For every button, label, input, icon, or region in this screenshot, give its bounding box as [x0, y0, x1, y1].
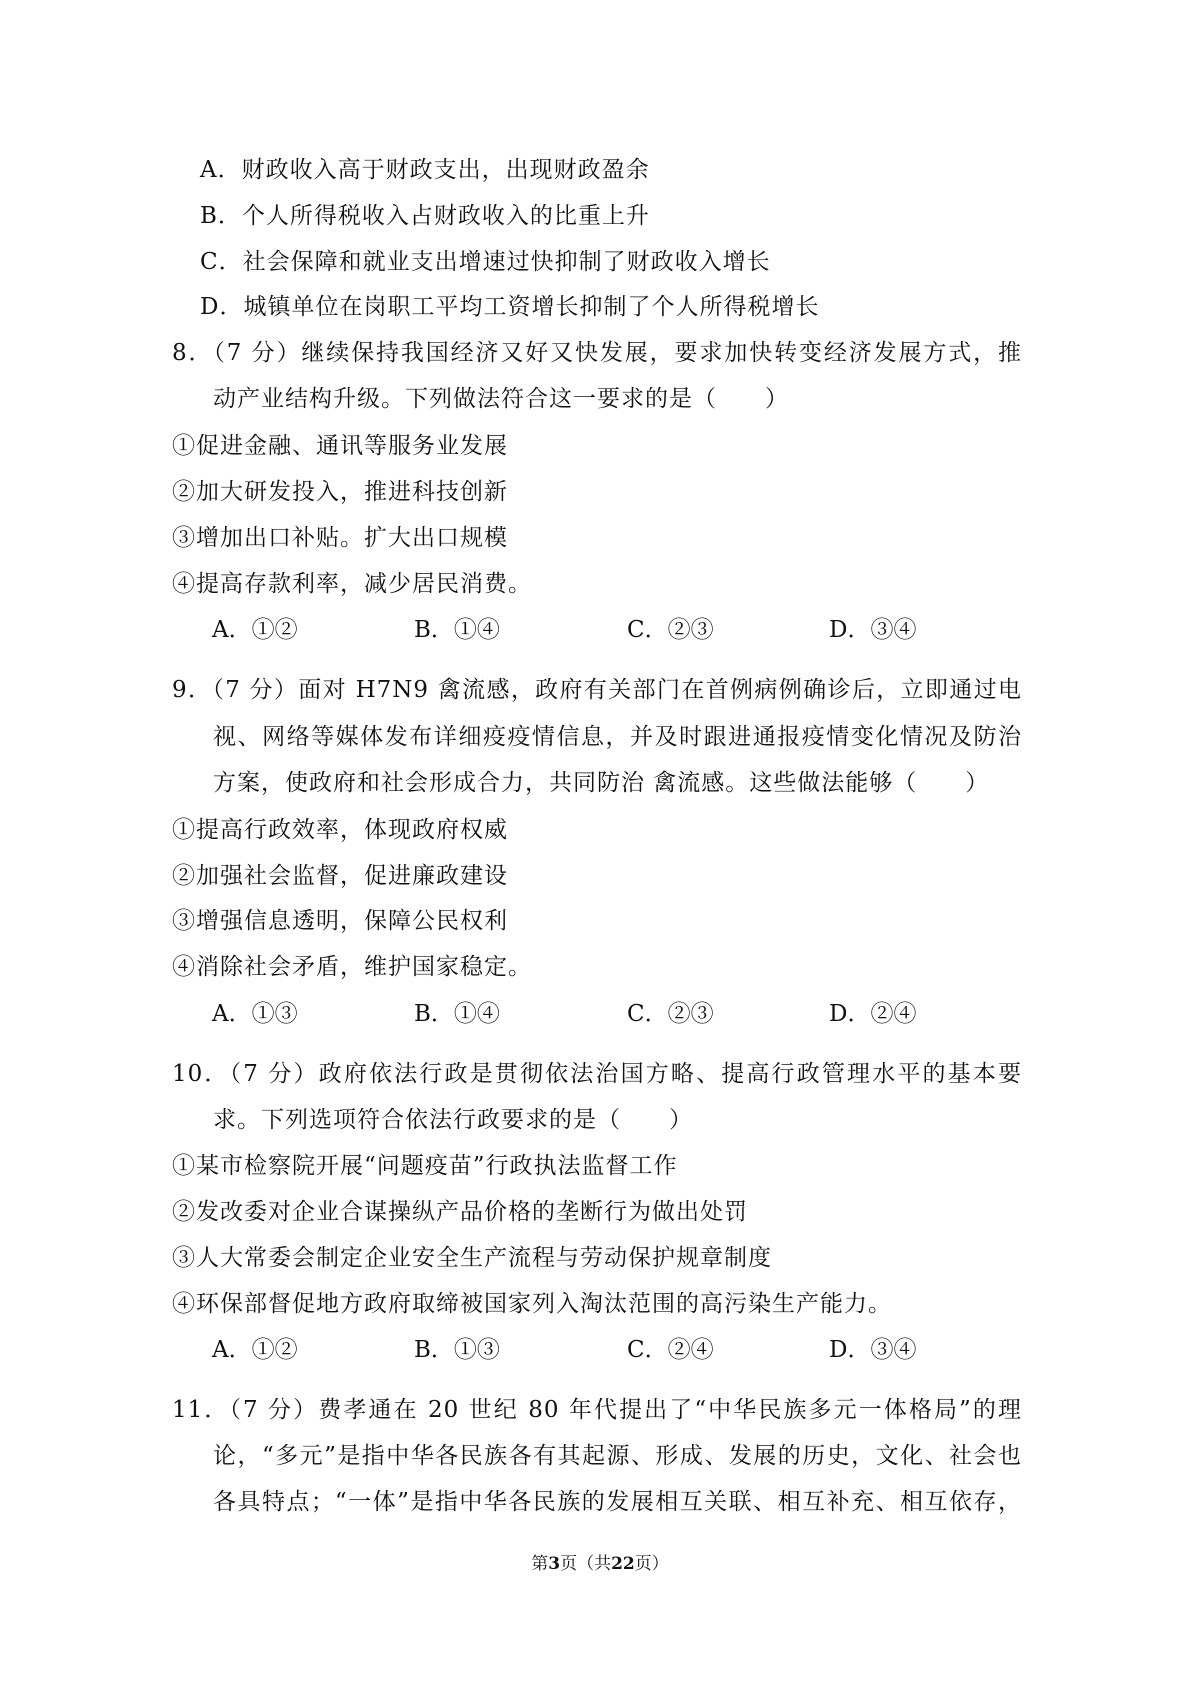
q8-statement-3: ③增加出口补贴。扩大出口规模	[172, 525, 508, 551]
q7-option-a: A．财政收入高于财政支出，出现财政盈余	[200, 157, 650, 183]
q8-option-b: B．①④	[414, 617, 500, 643]
q9-statement-2: ②加强社会监督，促进廉政建设	[172, 863, 508, 889]
q10-statement-2: ②发改委对企业合谋操纵产品价格的垄断行为做出处罚	[172, 1199, 748, 1225]
footer-suffix: 页）	[634, 1554, 669, 1574]
q8-option-d: D．③④	[829, 617, 917, 643]
footer-page-number: 3	[548, 1554, 561, 1574]
q11-stem-line-1: 11．（7 分）费孝通在 20 世纪 80 年代提出了“中华民族多元一体格局”的理	[172, 1397, 1022, 1423]
q8-option-a: A．①②	[212, 617, 298, 643]
q8-statement-4: ④提高存款利率，减少居民消费。	[172, 571, 532, 597]
q10-stem-line-1: 10．（7 分）政府依法行政是贯彻依法治国方略、提高行政管理水平的基本要	[172, 1061, 1022, 1087]
q9-stem-line-2: 视、网络等媒体发布详细疫疫情信息，并及时跟进通报疫情变化情况及防治	[213, 724, 1022, 750]
q10-stem-line-2: 求。下列选项符合依法行政要求的是（ ）	[213, 1107, 693, 1133]
q9-statement-4: ④消除社会矛盾，维护国家稳定。	[172, 954, 532, 980]
footer-prefix: 第	[531, 1554, 549, 1574]
q7-option-b: B．个人所得税收入占财政收入的比重上升	[200, 203, 650, 229]
q7-option-c: C．社会保障和就业支出增速过快抑制了财政收入增长	[200, 249, 771, 275]
q10-statement-1: ①某市检察院开展“问题疫苗”行政执法监督工作	[172, 1153, 678, 1179]
q8-stem-line-2: 动产业结构升级。下列做法符合这一要求的是（ ）	[213, 386, 789, 412]
q8-statement-1: ①促进金融、通讯等服务业发展	[172, 433, 508, 459]
q8-option-c: C．②③	[627, 617, 714, 643]
q10-statement-4: ④环保部督促地方政府取缔被国家列入淘汰范围的高污染生产能力。	[172, 1291, 892, 1317]
footer-middle: 页（共	[560, 1554, 612, 1574]
q11-stem-line-2: 论，“多元”是指中华各民族各有其起源、形成、发展的历史，文化、社会也	[213, 1443, 1022, 1469]
q9-stem-line-3: 方案，使政府和社会形成合力，共同防治 禽流感。这些做法能够（ ）	[213, 770, 990, 796]
q9-statement-1: ①提高行政效率，体现政府权威	[172, 817, 508, 843]
q10-option-a: A．①②	[212, 1337, 298, 1363]
page-footer	[0, 1552, 1200, 1576]
q11-stem-line-3: 各具特点；“一体”是指中华各民族的发展相互关联、相互补充、相互依存，	[213, 1489, 1022, 1515]
q9-option-d: D．②④	[829, 1001, 917, 1027]
q9-option-a: A．①③	[212, 1001, 298, 1027]
q9-statement-3: ③增强信息透明，保障公民权利	[172, 908, 508, 934]
q7-option-d: D．城镇单位在岗职工平均工资增长抑制了个人所得税增长	[200, 294, 820, 320]
q10-option-d: D．③④	[829, 1337, 917, 1363]
q10-option-b: B．①③	[414, 1337, 500, 1363]
q9-option-b: B．①④	[414, 1001, 500, 1027]
q8-stem-line-1: 8．（7 分）继续保持我国经济又好又快发展，要求加快转变经济发展方式，推	[172, 340, 1022, 366]
q10-statement-3: ③人大常委会制定企业安全生产流程与劳动保护规章制度	[172, 1245, 772, 1271]
q9-stem-line-1: 9．（7 分）面对 H7N9 禽流感，政府有关部门在首例病例确诊后，立即通过电	[172, 677, 1022, 703]
footer-total-pages: 22	[611, 1554, 635, 1574]
q10-option-c: C．②④	[627, 1337, 714, 1363]
q9-option-c: C．②③	[627, 1001, 714, 1027]
q8-statement-2: ②加大研发投入，推进科技创新	[172, 479, 508, 505]
